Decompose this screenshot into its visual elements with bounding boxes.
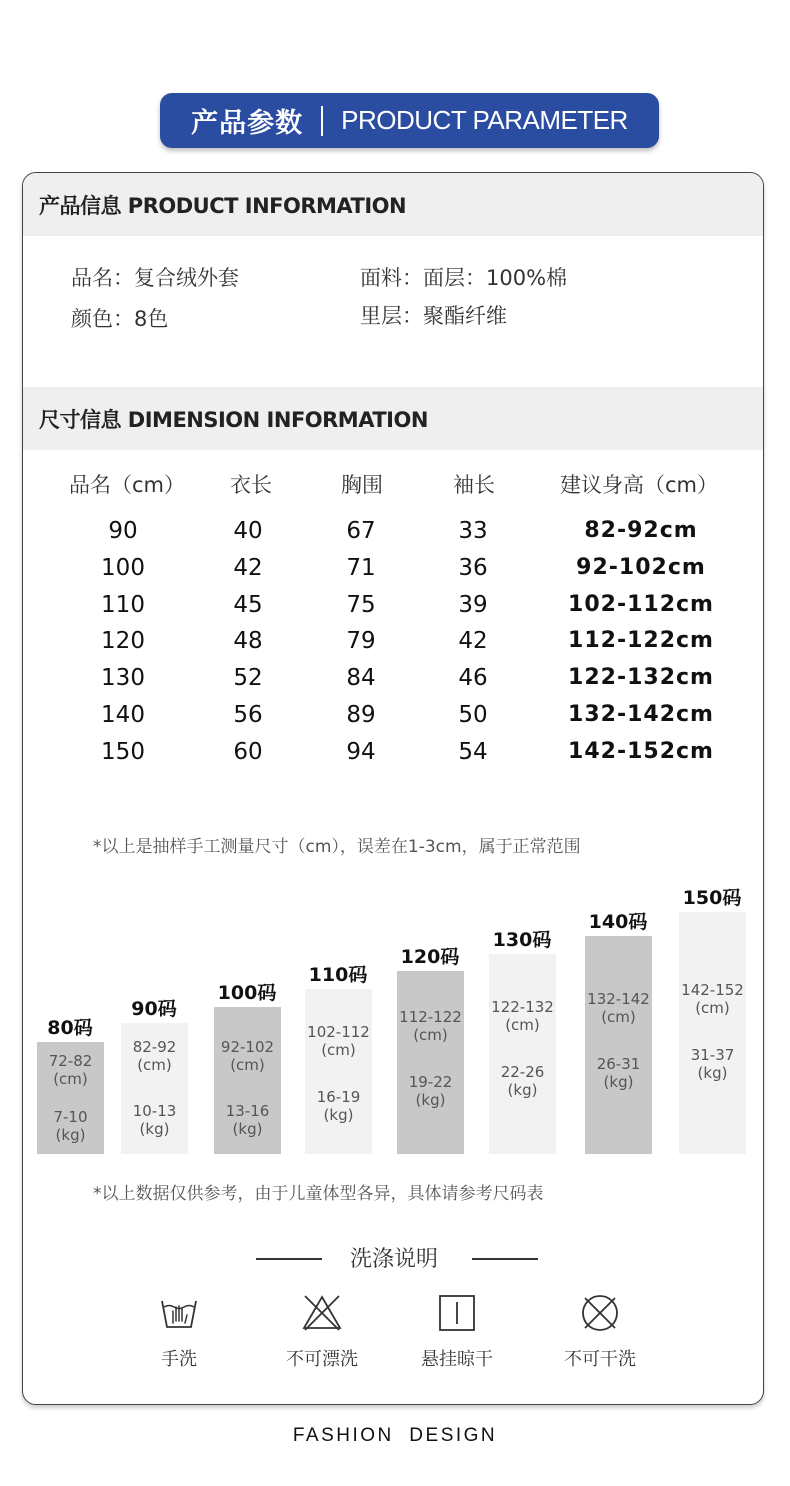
weight-range-unit: (kg) xyxy=(507,1081,538,1099)
banner-title-en: PRODUCT PARAMETER xyxy=(341,105,628,135)
cell-sleeve: 39 xyxy=(458,592,488,618)
size-bar-fill xyxy=(585,936,652,1154)
product-fabric: 面料：面层：100%棉 xyxy=(360,266,568,290)
height-range-unit: (cm) xyxy=(230,1056,265,1074)
cell-chest: 75 xyxy=(346,592,376,618)
size-bar-fill xyxy=(305,989,372,1154)
bar-height-range xyxy=(679,981,746,1017)
height-range-unit: (cm) xyxy=(321,1041,356,1059)
size-bar-fill xyxy=(679,912,746,1154)
bar-height-range xyxy=(214,1038,281,1074)
column-header-height: 建议身高（cm） xyxy=(559,473,719,497)
height-range-value: 102-112 xyxy=(307,1023,370,1041)
product-lining: 里层：聚酯纤维 xyxy=(360,304,507,328)
height-range-value: 92-102 xyxy=(220,1038,275,1056)
bar-weight-range xyxy=(121,1102,188,1138)
product-parameter-banner xyxy=(160,93,659,148)
cell-height: 122-132cm xyxy=(568,665,714,690)
size-bar-140 xyxy=(585,911,652,1154)
weight-range-unit: (kg) xyxy=(415,1091,446,1109)
footer-fashion-design: FASHION DESIGN xyxy=(292,1425,498,1446)
product-info-header xyxy=(23,173,764,236)
size-bar-100 xyxy=(214,982,281,1154)
cell-size: 150 xyxy=(101,739,145,765)
weight-range-value: 10-13 xyxy=(132,1102,177,1120)
weight-range-value: 26-31 xyxy=(596,1055,641,1073)
bar-height-range xyxy=(585,990,652,1026)
bar-height-range xyxy=(121,1038,188,1074)
size-bar-label: 100码 xyxy=(217,982,277,1004)
no-dry-clean-icon xyxy=(580,1293,620,1333)
weight-range-unit: (kg) xyxy=(55,1126,86,1144)
bar-height-range xyxy=(489,998,556,1034)
dimension-info-heading: 尺寸信息 DIMENSION INFORMATION xyxy=(39,407,428,432)
cell-size: 110 xyxy=(101,592,145,618)
table-row xyxy=(23,702,764,738)
cell-sleeve: 54 xyxy=(458,739,488,765)
size-bar-fill xyxy=(397,971,464,1154)
weight-range-value: 7-10 xyxy=(53,1108,88,1126)
wash-item-no-dry-clean xyxy=(540,1293,660,1371)
size-table-header xyxy=(23,469,764,505)
height-range-unit: (cm) xyxy=(53,1070,88,1088)
measurement-note: *以上是抽样手工测量尺寸（cm），误差在1-3cm，属于正常范围 xyxy=(93,837,581,857)
height-range-unit: (cm) xyxy=(413,1026,448,1044)
size-bar-150 xyxy=(679,887,746,1154)
size-bar-label: 140码 xyxy=(588,911,648,933)
height-range-unit: (cm) xyxy=(137,1056,172,1074)
weight-range-value: 13-16 xyxy=(225,1102,270,1120)
height-range-value: 112-122 xyxy=(399,1008,462,1026)
cell-height: 92-102cm xyxy=(576,555,706,580)
height-range-value: 132-142 xyxy=(587,990,650,1008)
cell-length: 45 xyxy=(233,592,263,618)
size-bar-120 xyxy=(397,946,464,1154)
cell-sleeve: 42 xyxy=(458,628,488,654)
cell-height: 102-112cm xyxy=(568,592,714,617)
hang-dry-icon xyxy=(437,1293,477,1333)
wash-title-line-right xyxy=(472,1258,538,1260)
cell-chest: 94 xyxy=(346,739,376,765)
weight-range-value: 16-19 xyxy=(316,1088,361,1106)
bar-height-range xyxy=(305,1023,372,1059)
cell-sleeve: 50 xyxy=(458,702,488,728)
cell-size: 100 xyxy=(101,555,145,581)
weight-range-unit: (kg) xyxy=(139,1120,170,1138)
weight-range-unit: (kg) xyxy=(323,1106,354,1124)
cell-sleeve: 33 xyxy=(458,518,488,544)
table-row xyxy=(23,665,764,701)
weight-range-unit: (kg) xyxy=(697,1064,728,1082)
cell-chest: 67 xyxy=(346,518,376,544)
cell-chest: 71 xyxy=(346,555,376,581)
cell-length: 56 xyxy=(233,702,263,728)
bar-weight-range xyxy=(37,1108,104,1144)
size-bar-fill xyxy=(489,954,556,1154)
cell-length: 40 xyxy=(233,518,263,544)
banner-divider xyxy=(321,106,323,136)
no-bleach-icon xyxy=(301,1293,343,1333)
column-header-size: 品名（cm） xyxy=(68,473,186,497)
wash-item-no-bleach xyxy=(262,1293,382,1371)
cell-height: 132-142cm xyxy=(568,702,714,727)
weight-range-value: 22-26 xyxy=(500,1063,545,1081)
cell-length: 52 xyxy=(233,665,263,691)
cell-length: 60 xyxy=(233,739,263,765)
bar-weight-range xyxy=(585,1055,652,1091)
weight-range-unit: (kg) xyxy=(603,1073,634,1091)
size-bar-label: 110码 xyxy=(308,964,368,986)
wash-item-hand-wash xyxy=(119,1293,239,1371)
size-chart xyxy=(23,863,764,1154)
banner-title-zh: 产品参数 xyxy=(191,108,304,139)
weight-range-value: 19-22 xyxy=(408,1073,453,1091)
cell-chest: 79 xyxy=(346,628,376,654)
bar-height-range xyxy=(397,1008,464,1044)
cell-length: 42 xyxy=(233,555,263,581)
bar-weight-range xyxy=(489,1063,556,1099)
table-row xyxy=(23,628,764,664)
bar-weight-range xyxy=(214,1102,281,1138)
cell-size: 90 xyxy=(108,518,138,544)
no-bleach-label: 不可漂洗 xyxy=(286,1349,358,1370)
size-bar-130 xyxy=(489,929,556,1154)
height-range-value: 72-82 xyxy=(48,1052,93,1070)
column-header-chest: 胸围 xyxy=(341,473,383,497)
product-info-heading: 产品信息 PRODUCT INFORMATION xyxy=(39,193,407,218)
bar-height-range xyxy=(37,1052,104,1088)
height-range-unit: (cm) xyxy=(505,1016,540,1034)
cell-chest: 84 xyxy=(346,665,376,691)
cell-height: 112-122cm xyxy=(568,628,714,653)
column-header-sleeve: 袖长 xyxy=(453,473,495,497)
size-bar-label: 80码 xyxy=(47,1017,93,1039)
wash-item-hang-dry xyxy=(397,1293,517,1371)
size-bar-110 xyxy=(305,964,372,1154)
hand-wash-label: 手洗 xyxy=(161,1349,197,1370)
cell-height: 142-152cm xyxy=(568,739,714,764)
size-bar-label: 90码 xyxy=(131,998,177,1020)
height-range-unit: (cm) xyxy=(601,1008,636,1026)
height-range-value: 122-132 xyxy=(491,998,554,1016)
no-dry-clean-label: 不可干洗 xyxy=(564,1349,636,1370)
cell-size: 130 xyxy=(101,665,145,691)
weight-range-value: 31-37 xyxy=(690,1046,735,1064)
bar-weight-range xyxy=(397,1073,464,1109)
reference-note: *以上数据仅供参考，由于儿童体型各异，具体请参考尺码表 xyxy=(93,1184,544,1204)
product-color: 颜色：8色 xyxy=(71,307,169,331)
bar-weight-range xyxy=(305,1088,372,1124)
hang-dry-label: 悬挂晾干 xyxy=(421,1349,493,1370)
size-bar-label: 130码 xyxy=(492,929,552,951)
size-bar-label: 150码 xyxy=(682,887,742,909)
cell-size: 140 xyxy=(101,702,145,728)
parameter-card xyxy=(22,172,764,1405)
product-name: 品名：复合绒外套 xyxy=(71,266,239,290)
hand-wash-icon xyxy=(159,1293,199,1333)
size-bar-label: 120码 xyxy=(400,946,460,968)
table-row xyxy=(23,739,764,775)
height-range-value: 82-92 xyxy=(132,1038,177,1056)
weight-range-unit: (kg) xyxy=(232,1120,263,1138)
height-range-value: 142-152 xyxy=(681,981,744,999)
cell-sleeve: 36 xyxy=(458,555,488,581)
cell-length: 48 xyxy=(233,628,263,654)
bar-weight-range xyxy=(679,1046,746,1082)
table-row xyxy=(23,518,764,554)
cell-sleeve: 46 xyxy=(458,665,488,691)
column-header-length: 衣长 xyxy=(230,473,272,497)
table-row xyxy=(23,592,764,628)
size-bar-90 xyxy=(121,998,188,1154)
dimension-info-header xyxy=(23,387,764,450)
table-row xyxy=(23,555,764,591)
cell-height: 82-92cm xyxy=(584,518,698,543)
size-bar-80 xyxy=(37,1017,104,1154)
cell-chest: 89 xyxy=(346,702,376,728)
height-range-unit: (cm) xyxy=(695,999,730,1017)
wash-title: 洗涤说明 xyxy=(349,1247,438,1272)
cell-size: 120 xyxy=(101,628,145,654)
